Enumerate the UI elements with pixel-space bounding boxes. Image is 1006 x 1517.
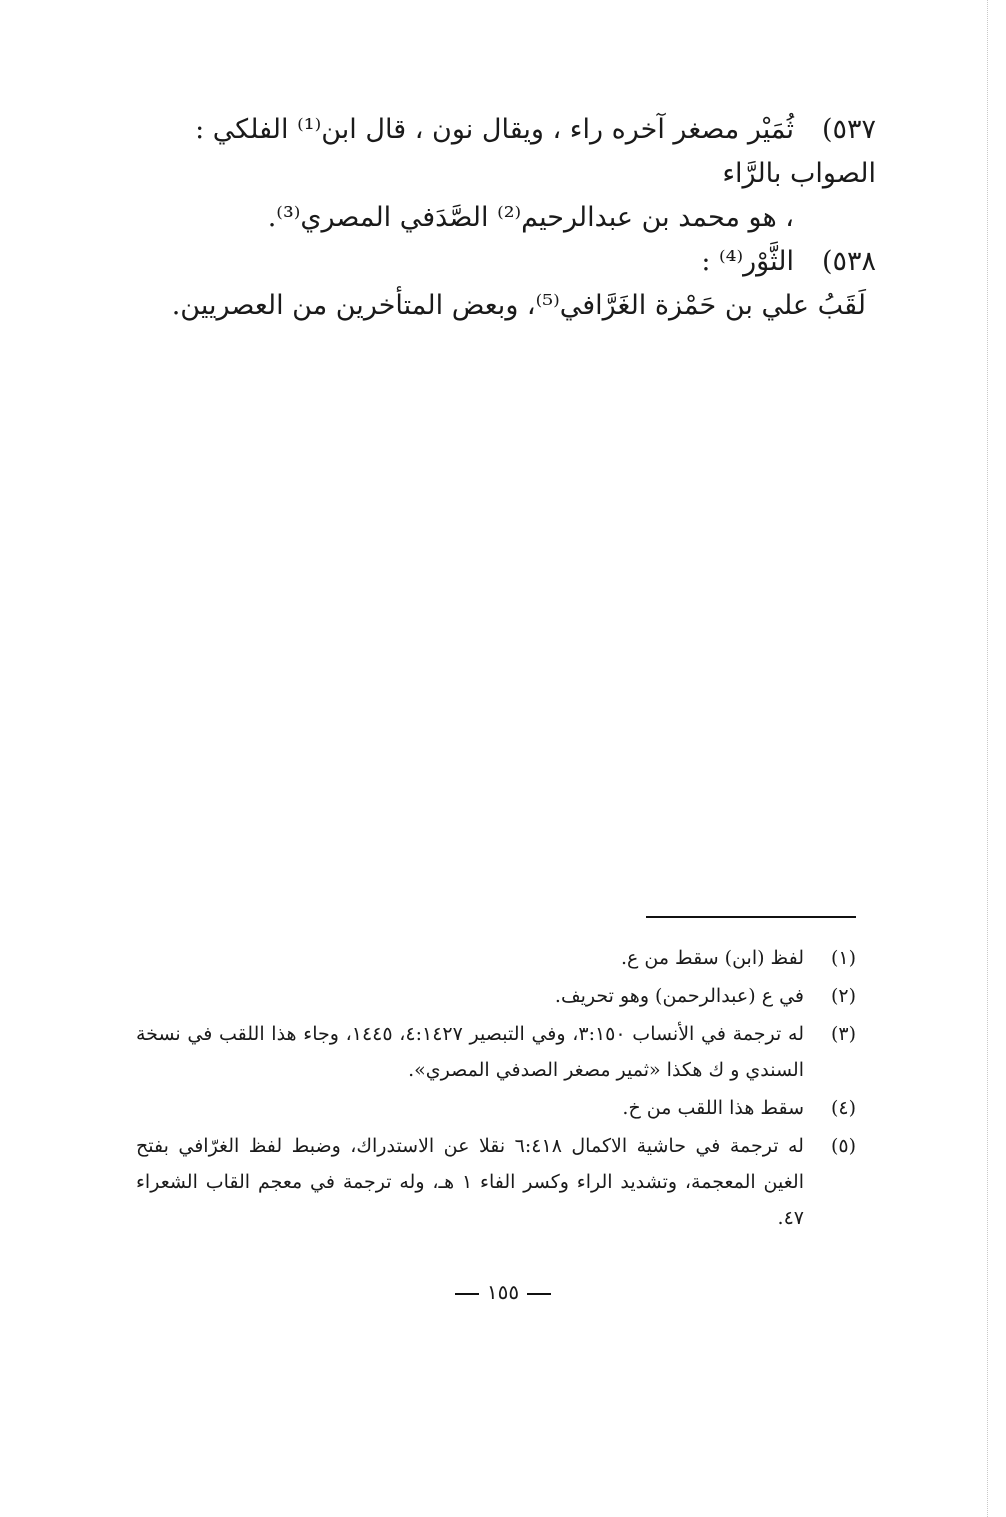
footnotes bbox=[136, 940, 856, 1238]
footnote-text: سقط هذا اللقب من خ. bbox=[622, 1097, 804, 1119]
footnote-text: له ترجمة في الأنساب ٣:١٥٠، وفي التبصير ٤:١٤٢٧، ١٤٤٥، وجاء هذا اللقب في نسخة السندي و ك هكذا «ثمير مصغر الصدفي المصري». bbox=[136, 1023, 804, 1081]
entry-538 bbox=[146, 240, 876, 328]
page-number bbox=[0, 1280, 1006, 1304]
footnote-number: (٣) bbox=[830, 1023, 856, 1045]
entry-line: ، هو محمد بن عبدالرحيم⁽²⁾ الصَّدَفي المصري⁽³⁾. bbox=[267, 202, 794, 233]
footnote-number: (٤) bbox=[830, 1097, 856, 1119]
footnote bbox=[136, 1016, 856, 1088]
footnote-number: (١) bbox=[830, 947, 856, 969]
folio-dash bbox=[455, 1293, 479, 1295]
entry-line: الثَّوْر⁽⁴⁾ : bbox=[701, 246, 794, 277]
footnote-number: (٥) bbox=[830, 1135, 856, 1157]
entry-line: ثُمَيْر مصغر آخره راء ، ويقال نون ، قال ابن⁽¹⁾ الفلكي : الصواب بالرَّاء bbox=[195, 114, 876, 189]
footnote-number: (٢) bbox=[830, 985, 856, 1007]
footnote-text: له ترجمة في حاشية الاكمال ٦:٤١٨ نقلا عن الاستدراك، وضبط لفظ الغرّافي بفتح الغين المعجمة، وتشديد الراء وكسر الفاء ١ هـ، وله ترجمة في معجم القاب الشعراء ٤٧. bbox=[136, 1135, 804, 1229]
footnote bbox=[136, 1090, 856, 1126]
footnote bbox=[136, 1128, 856, 1236]
footnote bbox=[136, 978, 856, 1014]
entry-537 bbox=[146, 108, 876, 240]
footnote bbox=[136, 940, 856, 976]
entry-line: لَقَبُ علي بن حَمْزة الغَرَّافي⁽⁵⁾، وبعض المتأخرين من العصريين. bbox=[171, 290, 866, 321]
entry-number: ٥٣٧) bbox=[821, 114, 876, 145]
footnote-separator bbox=[646, 916, 856, 918]
folio-dash bbox=[527, 1293, 551, 1295]
entry-number: ٥٣٨) bbox=[821, 246, 876, 277]
page-number-text: ١٥٥ bbox=[486, 1280, 520, 1304]
footnote-text: في ع (عبدالرحمن) وهو تحريف. bbox=[554, 985, 804, 1007]
main-text bbox=[146, 108, 876, 328]
footnote-text: لفظ (ابن) سقط من ع. bbox=[620, 947, 804, 969]
